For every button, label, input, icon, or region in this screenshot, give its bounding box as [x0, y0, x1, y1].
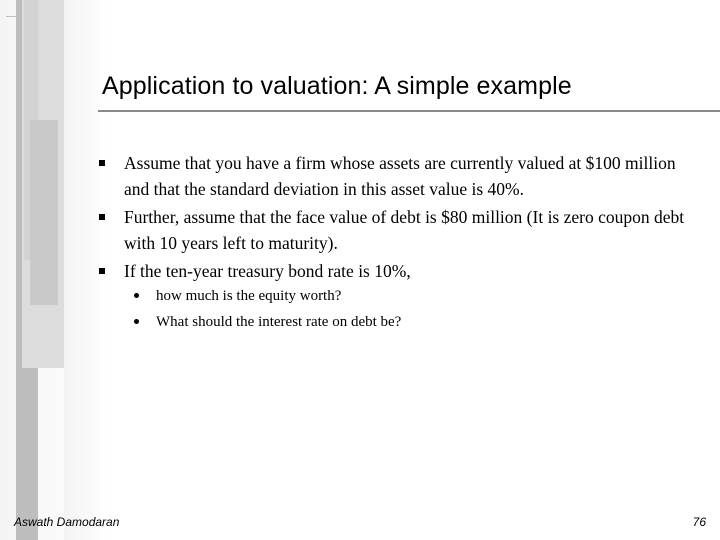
square-bullet-icon: [99, 268, 105, 274]
square-bullet-icon: [99, 160, 105, 166]
sub-bullet-text: how much is the equity worth?: [156, 288, 342, 304]
page-number: 76: [692, 515, 706, 529]
bullet-item: [98, 150, 698, 202]
sub-bullet-text: What should the interest rate on debt be?: [156, 314, 402, 330]
sub-bullet-item: [134, 283, 694, 309]
slide-title: Application to valuation: A simple example: [102, 72, 572, 100]
sub-bullet-list: [134, 283, 694, 335]
dot-bullet-icon: [134, 293, 139, 298]
dot-bullet-icon: [134, 319, 139, 324]
bullet-item: [98, 258, 698, 284]
square-bullet-icon: [99, 214, 105, 220]
sub-bullet-item: [134, 309, 694, 335]
bullet-text: Assume that you have a firm whose assets are currently valued at $100 million and that the standard deviation in this asset value is 40%.: [124, 153, 676, 199]
decor-tick: [6, 16, 16, 17]
bullet-list: [98, 150, 698, 286]
footer-author: Aswath Damodaran: [14, 515, 120, 529]
bullet-text: If the ten-year treasury bond rate is 10%,: [124, 261, 411, 281]
decor-bar: [30, 120, 58, 305]
bullet-item: [98, 204, 698, 256]
title-divider: [98, 110, 720, 112]
bullet-text: Further, assume that the face value of debt is $80 million (It is zero coupon debt with 10 years left to maturity).: [124, 207, 685, 253]
